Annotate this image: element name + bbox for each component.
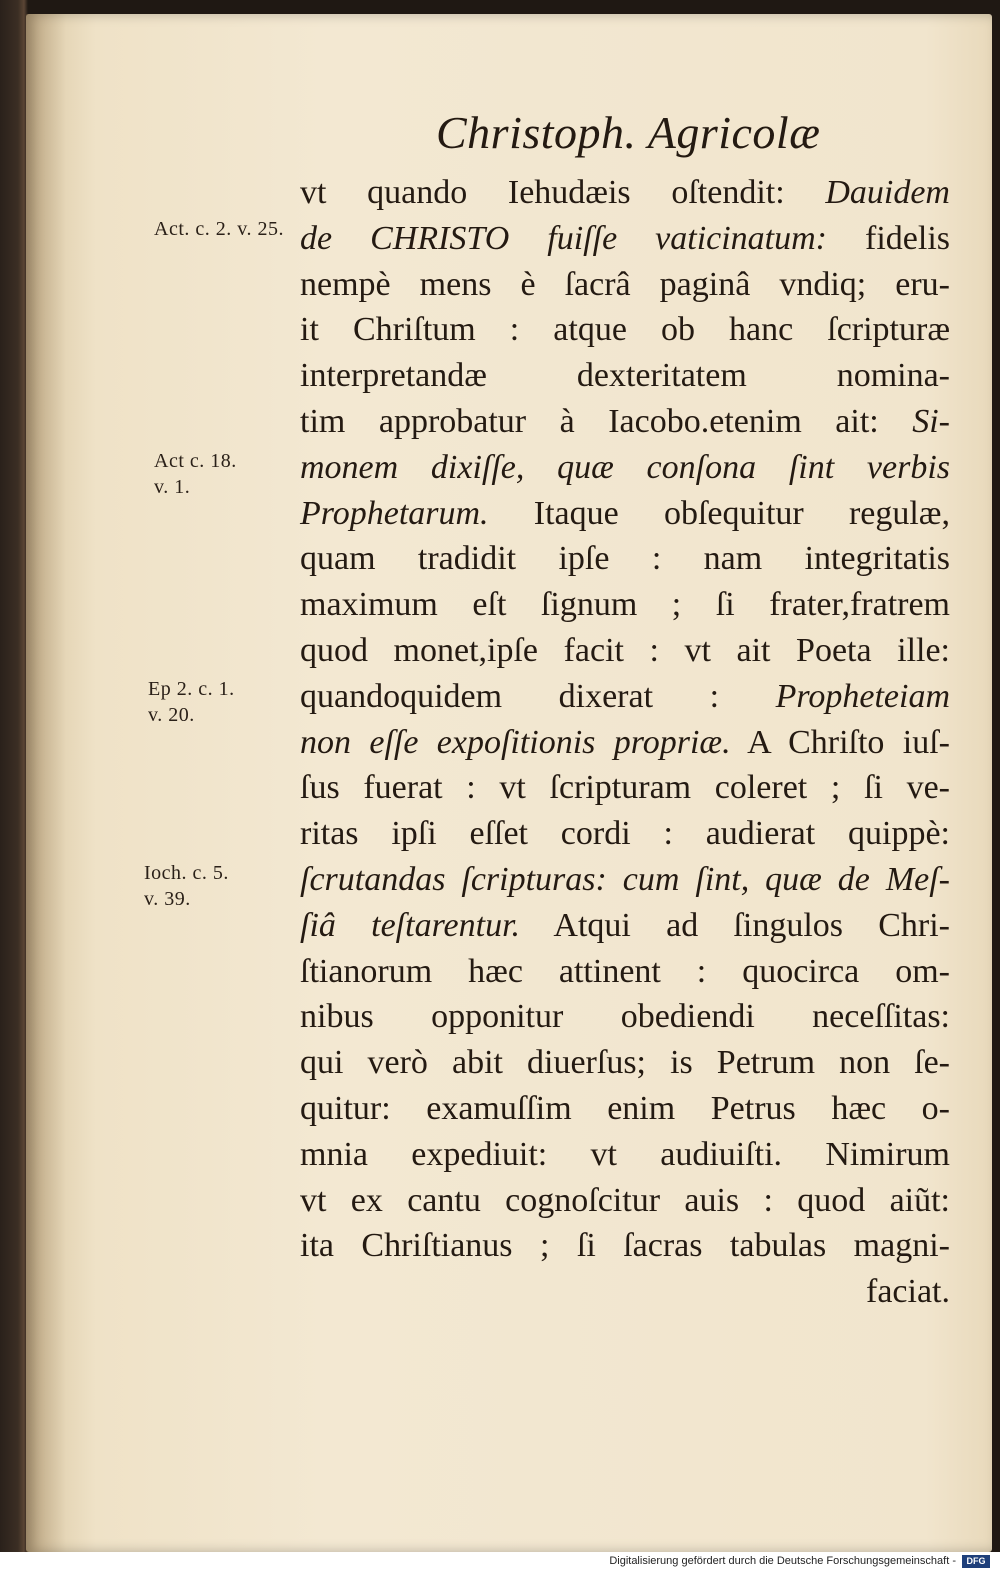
- roman-segment: ſtianorum hæc attinent : quocirca om-: [300, 952, 950, 990]
- margin-note-3-line1: Ep 2. c. 1.: [148, 678, 235, 700]
- text-line: [300, 262, 950, 308]
- roman-segment: ſus fuerat : vt ſcripturam coleret ; ſi ve-: [300, 769, 950, 807]
- margin-note-1-line1: Act. c. 2. v. 25.: [154, 218, 284, 240]
- italic-segment: Propheteiam: [775, 677, 950, 715]
- roman-segment: it Chriſtum : atque ob hanc ſcripturæ: [300, 311, 950, 349]
- italic-segment: non eſſe expoſitionis propriæ.: [300, 723, 731, 761]
- text-line: [300, 1040, 950, 1086]
- italic-segment: ſcrutandas ſcripturas: cum ſint, quæ de Meſ-: [300, 860, 950, 898]
- text-line: [300, 1223, 950, 1269]
- roman-segment: quandoquidem dixerat :: [300, 677, 776, 715]
- margin-note-2: [154, 448, 237, 500]
- roman-segment: vt quando Iehudæis oſtendit:: [300, 174, 826, 211]
- roman-segment: qui verò abit diuerſus; is Petrum non ſe-: [300, 1044, 950, 1082]
- margin-note-3-line2: v. 20.: [148, 704, 195, 726]
- margin-note-2-line1: Act c. 18.: [154, 450, 237, 472]
- digitization-footer: [0, 1552, 1000, 1572]
- margin-note-2-line2: v. 1.: [154, 476, 191, 498]
- body-text: [300, 170, 950, 1315]
- italic-segment: monem dixiſſe, quæ conſona ſint verbis: [300, 448, 950, 486]
- text-line: [300, 720, 950, 766]
- roman-segment: vt ex cantu cognoſcitur auis : quod aiũt:: [300, 1181, 950, 1219]
- margin-note-4-line2: v. 39.: [144, 888, 191, 910]
- italic-segment: Si-: [912, 402, 950, 440]
- roman-segment: Itaque obſequitur regulæ,: [488, 494, 950, 532]
- text-line: [300, 1178, 950, 1224]
- text-line: [300, 536, 950, 582]
- roman-segment: ita Chriſtianus ; ſi ſacras tabulas magni-: [300, 1227, 950, 1265]
- running-header: Christoph. Agricolæ: [436, 107, 821, 158]
- text-line: [300, 857, 950, 903]
- dfg-logo: DFG: [962, 1555, 990, 1568]
- text-line: [300, 170, 950, 216]
- text-line: [300, 1086, 950, 1132]
- roman-segment: mnia expediuit: vt audiuiſti. Nimirum: [300, 1135, 950, 1173]
- roman-segment: nempè mens è ſacrâ paginâ vndiq; eru-: [300, 265, 950, 303]
- roman-segment: fidelis: [865, 219, 950, 257]
- roman-segment: quod monet,ipſe facit : vt ait Poeta ille:: [300, 631, 950, 669]
- margin-note-1: [154, 216, 284, 242]
- text-line: [300, 353, 950, 399]
- text-line: [300, 1269, 950, 1315]
- roman-segment: ritas ipſi eſſet cordi : audierat quippè:: [300, 815, 950, 853]
- margin-note-3: [148, 676, 235, 728]
- text-line: [300, 307, 950, 353]
- text-line: [300, 582, 950, 628]
- text-line: [300, 1132, 950, 1178]
- text-line: [300, 628, 950, 674]
- roman-segment: Atqui ad ſingulos Chri-: [520, 906, 951, 944]
- roman-segment: quam tradidit ipſe : nam integritatis: [300, 540, 950, 578]
- italic-segment: Prophetarum.: [300, 494, 489, 532]
- text-line: [300, 903, 950, 949]
- text-line: [300, 445, 950, 491]
- margin-note-4: [144, 860, 229, 912]
- text-line: [300, 674, 950, 720]
- roman-segment: interpretandæ dexteritatem nomina-: [300, 357, 950, 395]
- text-line: [300, 811, 950, 857]
- italic-segment: Dauidem: [825, 174, 950, 211]
- book-page: [26, 14, 992, 1552]
- text-line: [300, 399, 950, 445]
- text-line: [300, 949, 950, 995]
- text-line: [300, 994, 950, 1040]
- roman-segment: nibus opponitur obediendi neceſſitas:: [300, 998, 950, 1036]
- footer-credit: Digitalisierung gefördert durch die Deutsche Forschungsgemeinschaft -: [609, 1555, 956, 1567]
- text-line: [300, 765, 950, 811]
- italic-segment: de CHRISTO fuiſſe vaticinatum:: [300, 219, 866, 257]
- roman-segment: maximum eſt ſignum ; ſi frater,fratrem: [300, 586, 950, 624]
- text-line: [300, 216, 950, 262]
- roman-segment: tim approbatur à Iacobo.etenim ait:: [300, 402, 913, 440]
- margin-note-4-line1: Ioch. c. 5.: [144, 862, 229, 884]
- roman-segment: quitur: examuſſim enim Petrus hæc o-: [300, 1089, 950, 1127]
- italic-segment: ſiâ teſtarentur.: [300, 906, 521, 944]
- roman-segment: faciat.: [866, 1273, 950, 1311]
- roman-segment: A Chriſto iuſ-: [730, 723, 950, 761]
- text-line: [300, 491, 950, 537]
